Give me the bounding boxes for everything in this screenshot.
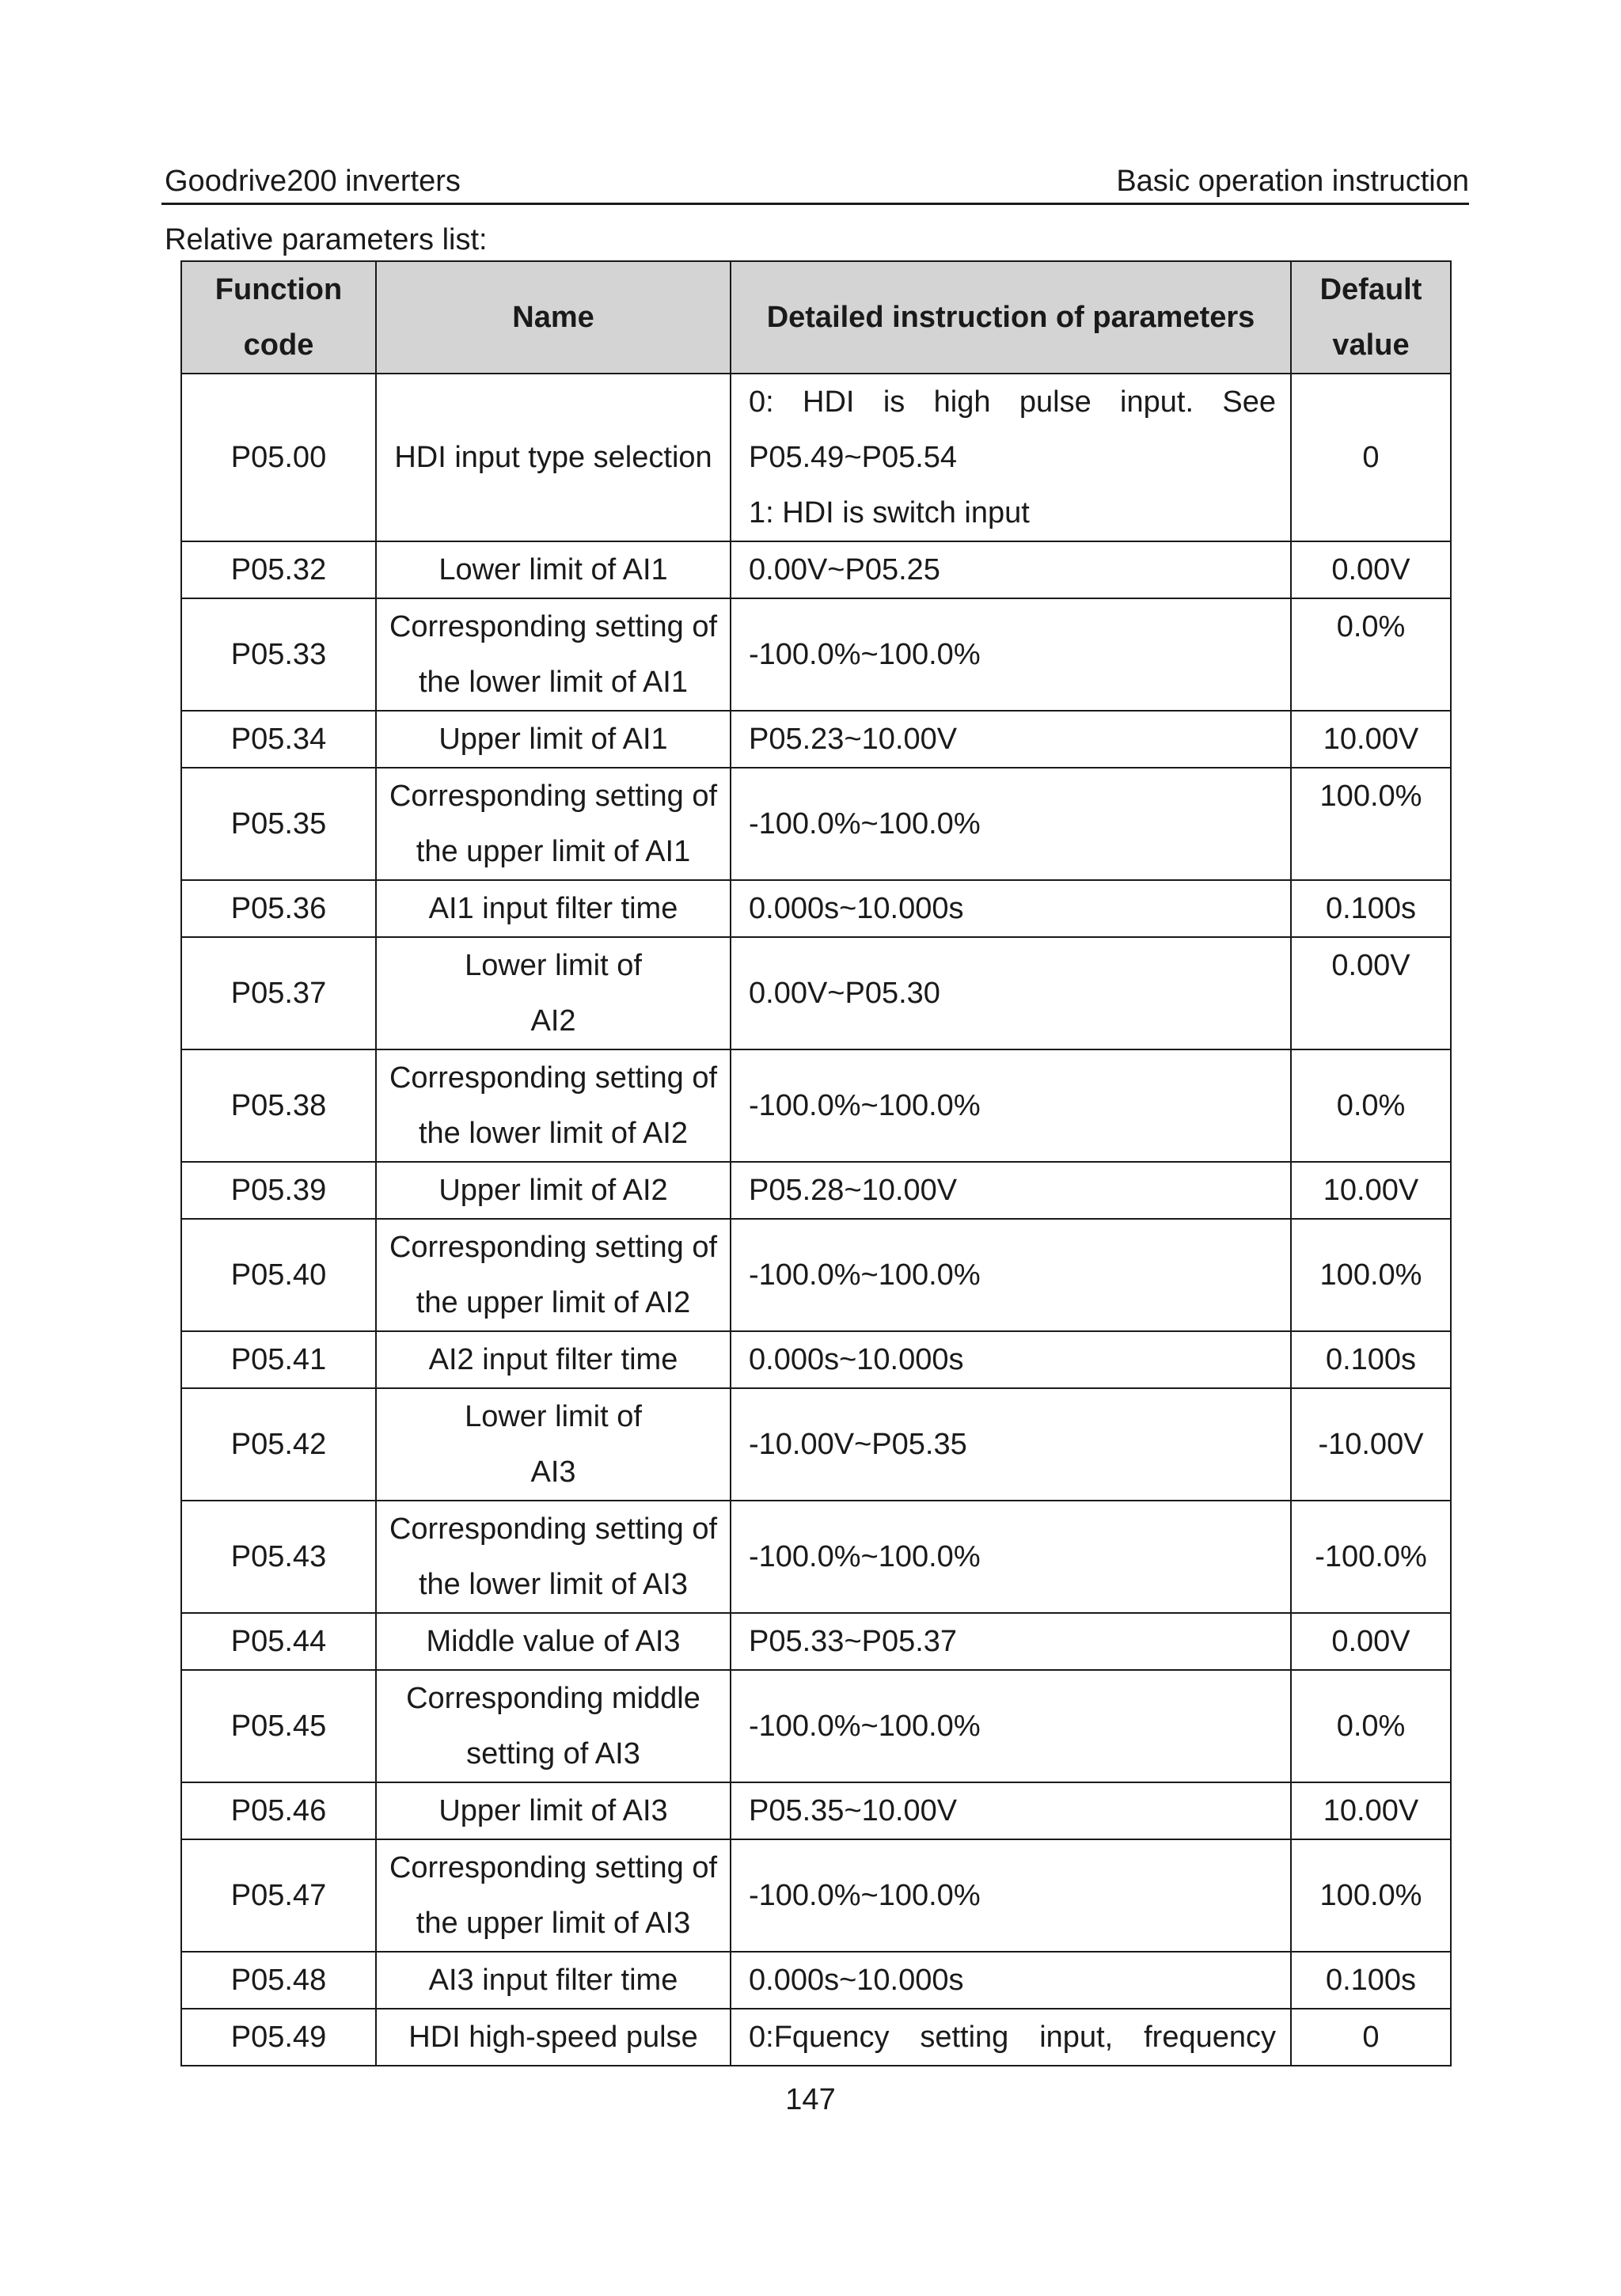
table-row xyxy=(181,1501,1451,1613)
cell-description: 0.000s~10.000s xyxy=(731,1952,1291,2009)
cell-default: 0.00V xyxy=(1291,541,1451,598)
cell-name: AI2 input filter time xyxy=(376,1331,731,1388)
cell-default: 100.0% xyxy=(1291,1839,1451,1952)
table-row xyxy=(181,1219,1451,1331)
cell-description: -100.0%~100.0% xyxy=(731,1049,1291,1162)
cell-code: P05.44 xyxy=(181,1613,376,1670)
cell-description: -100.0%~100.0% xyxy=(731,598,1291,711)
cell-code: P05.43 xyxy=(181,1501,376,1613)
table-row xyxy=(181,1162,1451,1219)
cell-description: 0.000s~10.000s xyxy=(731,1331,1291,1388)
table-row xyxy=(181,1670,1451,1782)
cell-name: Lower limit of AI2 xyxy=(376,937,731,1049)
table-row xyxy=(181,1613,1451,1670)
cell-default: -10.00V xyxy=(1291,1388,1451,1501)
cell-default: 0.100s xyxy=(1291,880,1451,937)
cell-code: P05.45 xyxy=(181,1670,376,1782)
table-row xyxy=(181,768,1451,880)
cell-code: P05.35 xyxy=(181,768,376,880)
table-row xyxy=(181,374,1451,541)
header-function-code: Function code xyxy=(181,261,376,374)
table-row xyxy=(181,1331,1451,1388)
cell-description: P05.23~10.00V xyxy=(731,711,1291,768)
table-row xyxy=(181,1952,1451,2009)
cell-default: 0.0% xyxy=(1291,598,1451,711)
header-title: Goodrive200 inverters xyxy=(165,165,461,198)
cell-description: 0: HDI is high pulse input. See P05.49~P05.54 1: HDI is switch input xyxy=(731,374,1291,541)
cell-description: 0:Fquency setting input, frequency xyxy=(731,2009,1291,2066)
table-row xyxy=(181,1839,1451,1952)
cell-default: 10.00V xyxy=(1291,711,1451,768)
cell-name: Upper limit of AI3 xyxy=(376,1782,731,1839)
table-row xyxy=(181,937,1451,1049)
cell-name: Lower limit of AI3 xyxy=(376,1388,731,1501)
cell-description: -100.0%~100.0% xyxy=(731,1501,1291,1613)
cell-name: Corresponding setting of the lower limit of AI2 xyxy=(376,1049,731,1162)
page-header xyxy=(165,165,1469,204)
cell-description: -100.0%~100.0% xyxy=(731,1219,1291,1331)
cell-name: HDI high-speed pulse xyxy=(376,2009,731,2066)
cell-code: P05.00 xyxy=(181,374,376,541)
cell-code: P05.34 xyxy=(181,711,376,768)
cell-code: P05.46 xyxy=(181,1782,376,1839)
header-default-value: Default value xyxy=(1291,261,1451,374)
cell-name: Corresponding middle setting of AI3 xyxy=(376,1670,731,1782)
cell-default: 0.0% xyxy=(1291,1049,1451,1162)
cell-code: P05.41 xyxy=(181,1331,376,1388)
cell-description: P05.33~P05.37 xyxy=(731,1613,1291,1670)
parameters-table xyxy=(180,260,1452,2066)
cell-name: Corresponding setting of the lower limit of AI3 xyxy=(376,1501,731,1613)
cell-code: P05.40 xyxy=(181,1219,376,1331)
cell-default: 0 xyxy=(1291,2009,1451,2066)
cell-default: 0.0% xyxy=(1291,1670,1451,1782)
cell-code: P05.32 xyxy=(181,541,376,598)
cell-description: -100.0%~100.0% xyxy=(731,768,1291,880)
table-row xyxy=(181,880,1451,937)
cell-description: 0.00V~P05.25 xyxy=(731,541,1291,598)
header-name: Name xyxy=(376,261,731,374)
cell-default: 0 xyxy=(1291,374,1451,541)
cell-name: AI1 input filter time xyxy=(376,880,731,937)
cell-default: 10.00V xyxy=(1291,1162,1451,1219)
cell-code: P05.49 xyxy=(181,2009,376,2066)
cell-name: Corresponding setting of the upper limit of AI1 xyxy=(376,768,731,880)
table-row xyxy=(181,541,1451,598)
header-description: Detailed instruction of parameters xyxy=(731,261,1291,374)
cell-default: 0.00V xyxy=(1291,1613,1451,1670)
cell-description: 0.000s~10.000s xyxy=(731,880,1291,937)
header-rule xyxy=(161,203,1469,205)
table-row xyxy=(181,711,1451,768)
cell-description: -100.0%~100.0% xyxy=(731,1670,1291,1782)
cell-description: -100.0%~100.0% xyxy=(731,1839,1291,1952)
cell-name: Upper limit of AI2 xyxy=(376,1162,731,1219)
cell-description: P05.35~10.00V xyxy=(731,1782,1291,1839)
cell-name: Corresponding setting of the upper limit of AI3 xyxy=(376,1839,731,1952)
cell-code: P05.42 xyxy=(181,1388,376,1501)
page-number: 147 xyxy=(785,2083,836,2116)
cell-default: -100.0% xyxy=(1291,1501,1451,1613)
cell-default: 100.0% xyxy=(1291,768,1451,880)
cell-name: Middle value of AI3 xyxy=(376,1613,731,1670)
cell-code: P05.33 xyxy=(181,598,376,711)
table-row xyxy=(181,1782,1451,1839)
cell-code: P05.37 xyxy=(181,937,376,1049)
table-row xyxy=(181,1388,1451,1501)
table-header-row xyxy=(181,261,1451,374)
cell-name: HDI input type selection xyxy=(376,374,731,541)
cell-name: AI3 input filter time xyxy=(376,1952,731,2009)
intro-text: Relative parameters list: xyxy=(165,223,488,256)
cell-default: 100.0% xyxy=(1291,1219,1451,1331)
cell-name: Upper limit of AI1 xyxy=(376,711,731,768)
cell-code: P05.38 xyxy=(181,1049,376,1162)
cell-name: Corresponding setting of the lower limit of AI1 xyxy=(376,598,731,711)
table-row xyxy=(181,2009,1451,2066)
cell-code: P05.47 xyxy=(181,1839,376,1952)
header-section: Basic operation instruction xyxy=(1116,165,1469,198)
cell-name: Corresponding setting of the upper limit of AI2 xyxy=(376,1219,731,1331)
cell-name: Lower limit of AI1 xyxy=(376,541,731,598)
cell-default: 0.00V xyxy=(1291,937,1451,1049)
cell-code: P05.48 xyxy=(181,1952,376,2009)
table-row xyxy=(181,1049,1451,1162)
cell-code: P05.39 xyxy=(181,1162,376,1219)
cell-default: 0.100s xyxy=(1291,1331,1451,1388)
cell-code: P05.36 xyxy=(181,880,376,937)
cell-description: P05.28~10.00V xyxy=(731,1162,1291,1219)
cell-description: 0.00V~P05.30 xyxy=(731,937,1291,1049)
cell-default: 10.00V xyxy=(1291,1782,1451,1839)
table-row xyxy=(181,598,1451,711)
cell-description: -10.00V~P05.35 xyxy=(731,1388,1291,1501)
cell-default: 0.100s xyxy=(1291,1952,1451,2009)
